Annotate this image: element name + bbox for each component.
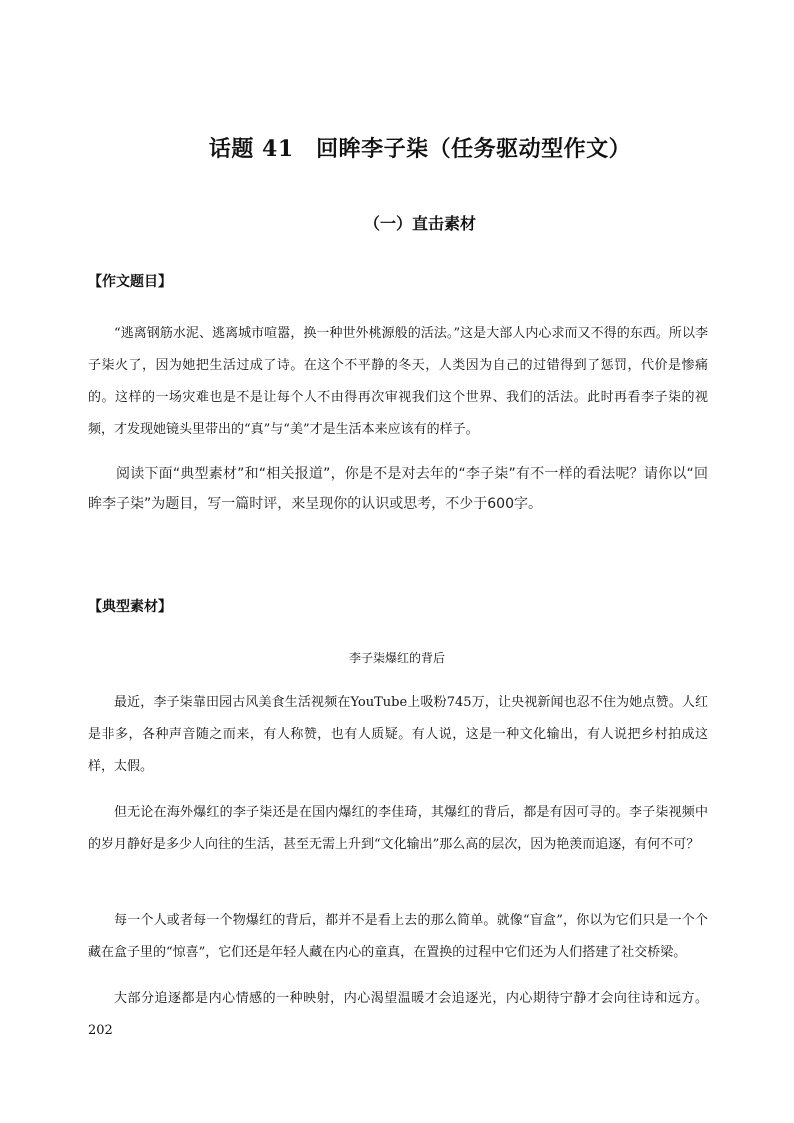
material-section-label: 【典型素材】 (88, 599, 172, 615)
material-paragraph: 大部分追逐都是内心情感的一种映射，内心渴望温暖才会追逐光，内心期待宁静才会向往诗和远方。202 (88, 991, 708, 1038)
material-caption: 李子柒爆红的背后 (348, 651, 445, 665)
section-subtitle: （一）直击素材 (363, 214, 476, 233)
task-instruction-paragraph: 阅读下面“典型素材”和“相关报道”，你是不是对去年的“李子柒”有不一样的看法呢？请你以“回眸李子柒”为题目，写一篇时评，来呈现你的认识或思考，不少于600字。 (88, 466, 708, 512)
prompt-paragraph: “逃离钢筋水泥、逃离城市喧嚣，换一种世外桃源般的活法。”这是大部人内心求而又不得的东西。所以李子柒火了，因为她把生活过成了诗。在这个不平静的冬天，人类因为自己的过错得到了惩罚，代价是惨痛的。这样的一场灾难也是不是让每个人不由得再次审视我们这个世界、我们的活法。此时再看李子柒的视频，才发现她镜头里带出的“真”与“美”才是生活本来应该有的样子。 (88, 326, 708, 437)
material-paragraph: 最近，李子柒靠田园古风美食生活视频在YouTube上吸粉745万，让央视新闻也忍不住为她点赞。人红是非多，各种声音随之而来，有人称赞，也有人质疑。有人说，这是一种文化输出，有人说把乡村拍成这样，太假。 (88, 695, 708, 774)
material-paragraph: 但无论在海外爆红的李子柒还是在国内爆红的李佳琦，其爆红的背后，都是有因可寻的。李子柒视频中的岁月静好是多少人向往的生活，甚至无需上升到“文化输出”那么高的层次，因为艳羡而追逐，有何不可？ (88, 805, 708, 852)
material-paragraph: 每一个人或者每一个物爆红的背后，都并不是看上去的那么简单。就像“盲盒”，你以为它们只是一个个藏在盒子里的“惊喜”，它们还是年轻人藏在内心的童真，在置换的过程中它们还为人们搭建了社交桥梁。 (88, 913, 708, 960)
prompt-section-label: 【作文题目】 (88, 274, 172, 290)
page-title: 话题 41 回眸李子柒（任务驱动型作文） (208, 136, 632, 162)
